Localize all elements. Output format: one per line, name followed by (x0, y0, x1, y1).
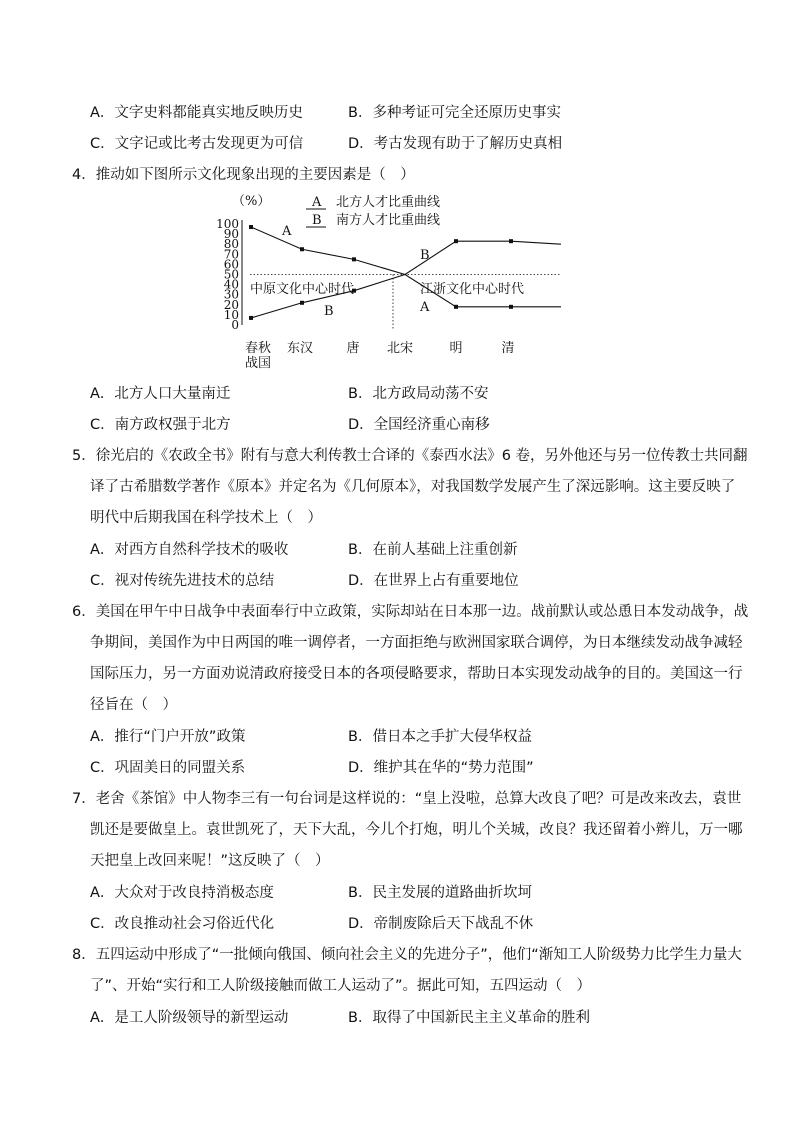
y-tick-label: 70 (223, 247, 239, 262)
q7-option-c: C．改良推动社会习俗近代化 (90, 916, 275, 932)
q6-stem-line-1: 6．美国在甲午中日战争中表面奉行中立政策，实际却站在日本那一边。战前默认或怂恿日本发动战争，战 (72, 604, 749, 620)
x-tick-label: 东汉 (286, 341, 314, 356)
x-tick-label: 明 (449, 341, 463, 356)
q7-option-d: D．帝制废除后天下战乱不休 (348, 916, 534, 932)
annotation-central-plains-era: 中原文化中心时代 (250, 282, 355, 297)
y-tick-label: 90 (223, 227, 239, 242)
q3-option-c: C．文字记或比考古发现更为可信 (90, 136, 304, 152)
curve-label-B: B (324, 304, 334, 319)
series-B-point (300, 301, 304, 305)
x-tick-label: 北宋 (386, 341, 414, 356)
q5-stem-line-3: 明代中后期我国在科学技术上（ ） (90, 510, 322, 526)
q6-option-b: B．借日本之手扩大侵华权益 (348, 729, 532, 745)
q5-stem-line-1: 5．徐光启的《农政全书》附有与意大利传教士合译的《泰西水法》6 卷，另外他还与另一位传教士共同翻 (72, 448, 748, 464)
x-tick-label: 春秋 (244, 341, 272, 356)
y-tick-label: 100 (216, 217, 239, 231)
series-A-point (249, 225, 253, 229)
q7-option-b: B．民主发展的道路曲折坎坷 (348, 885, 532, 901)
talent-ratio-chart (216, 193, 590, 371)
q8-option-b: B．取得了中国新民主主义革命的胜利 (348, 1010, 590, 1026)
q6-stem-line-2: 争期间，美国作为中日两国的唯一调停者，一方面拒绝与欧洲国家联合调停，为日本继续发动战争减轻 (90, 635, 743, 651)
q6-option-d: D．维护其在华的“势力范围” (348, 760, 534, 776)
legend-key-B: B (312, 213, 322, 228)
y-tick-label: 60 (223, 257, 239, 272)
curve-label-B: B (420, 248, 430, 263)
q7-stem-line-2: 凯还是要做皇上。袁世凯死了，天下大乱，今儿个打炮，明儿个关城，改良？我还留着小辫儿，万一哪 (90, 822, 743, 838)
series-A-point (352, 257, 356, 261)
q4-option-d: D．全国经济重心南移 (348, 417, 490, 433)
q7-stem-line-3: 天把皇上改回来呢！”这反映了（ ） (90, 853, 330, 869)
q6-stem-line-3: 国际压力，另一方面劝说清政府接受日本的各项侵略要求，帮助日本实现发动战争的目的。美国这一行 (90, 666, 743, 682)
q5-option-d: D．在世界上占有重要地位 (348, 573, 519, 589)
y-tick-label: 40 (223, 277, 239, 292)
y-tick-label: 0 (231, 318, 239, 332)
q3-option-b: B．多种考证可完全还原历史事实 (348, 105, 561, 121)
q6-option-a: A．推行“门户开放”政策 (90, 729, 246, 745)
legend-key-A: A (312, 195, 322, 210)
x-tick-label: 战国 (244, 356, 272, 371)
q5-option-c: C．视对传统先进技术的总结 (90, 573, 275, 589)
y-tick-label: 50 (223, 267, 239, 282)
x-tick-label: 唐 (346, 341, 360, 356)
legend-label-A: 北方人才比重曲线 (336, 195, 441, 210)
annotation-jiangzhe-era: 江浙文化中心时代 (420, 282, 525, 297)
q4-stem: 4．推动如下图所示文化现象出现的主要因素是（ ） (72, 167, 415, 183)
curve-label-A: A (420, 300, 430, 315)
q4-option-a: A．北方人口大量南迁 (90, 386, 231, 402)
y-tick-label: 80 (223, 237, 239, 252)
q5-stem-line-2: 译了古希腊数学著作《原本》并定名为《几何原本》，对我国数学发展产生了深远影响。这主要反映了 (90, 479, 736, 495)
y-tick-label: 30 (223, 287, 239, 302)
series-B-point (454, 239, 458, 243)
series-A-point (300, 247, 304, 251)
series-A-point (454, 305, 458, 309)
q5-option-a: A．对西方自然科学技术的吸收 (90, 542, 289, 558)
y-tick-label: 20 (223, 297, 239, 312)
y-axis-label: （%） (232, 194, 271, 209)
y-tick-label: 10 (223, 307, 239, 322)
q8-stem-line-2: 了”、开始“实行和工人阶级接触而做工人运动了”。据此可知，五四运动（ ） (90, 978, 592, 994)
q3-option-a: A．文字史料都能真实地反映历史 (90, 105, 303, 121)
q4-option-c: C．南方政权强于北方 (90, 417, 231, 433)
series-B-point (509, 239, 513, 243)
x-tick-label: 清 (501, 341, 515, 356)
q5-option-b: B．在前人基础上注重创新 (348, 542, 518, 558)
legend-label-B: 南方人才比重曲线 (336, 213, 441, 228)
q7-stem-line-1: 7．老舍《茶馆》中人物李三有一句台词是这样说的：“皇上没啦，总算大改良了吧？可是改来改去，袁世 (72, 791, 742, 807)
series-B-point (249, 316, 253, 320)
q6-stem-line-4: 径旨在（ ） (90, 697, 177, 713)
q4-option-b: B．北方政局动荡不安 (348, 386, 489, 402)
q8-stem-line-1: 8．五四运动中形成了“一批倾向俄国、倾向社会主义的先进分子”，他们“渐知工人阶级势力比学生力量大 (72, 947, 742, 963)
series-A-point (509, 305, 513, 309)
curve-label-A: A (282, 224, 292, 239)
q6-option-c: C．巩固美日的同盟关系 (90, 760, 246, 776)
q7-option-a: A．大众对于改良持消极态度 (90, 885, 274, 901)
q8-option-a: A．是工人阶级领导的新型运动 (90, 1010, 289, 1026)
q3-option-d: D．考古发现有助于了解历史真相 (348, 136, 563, 152)
